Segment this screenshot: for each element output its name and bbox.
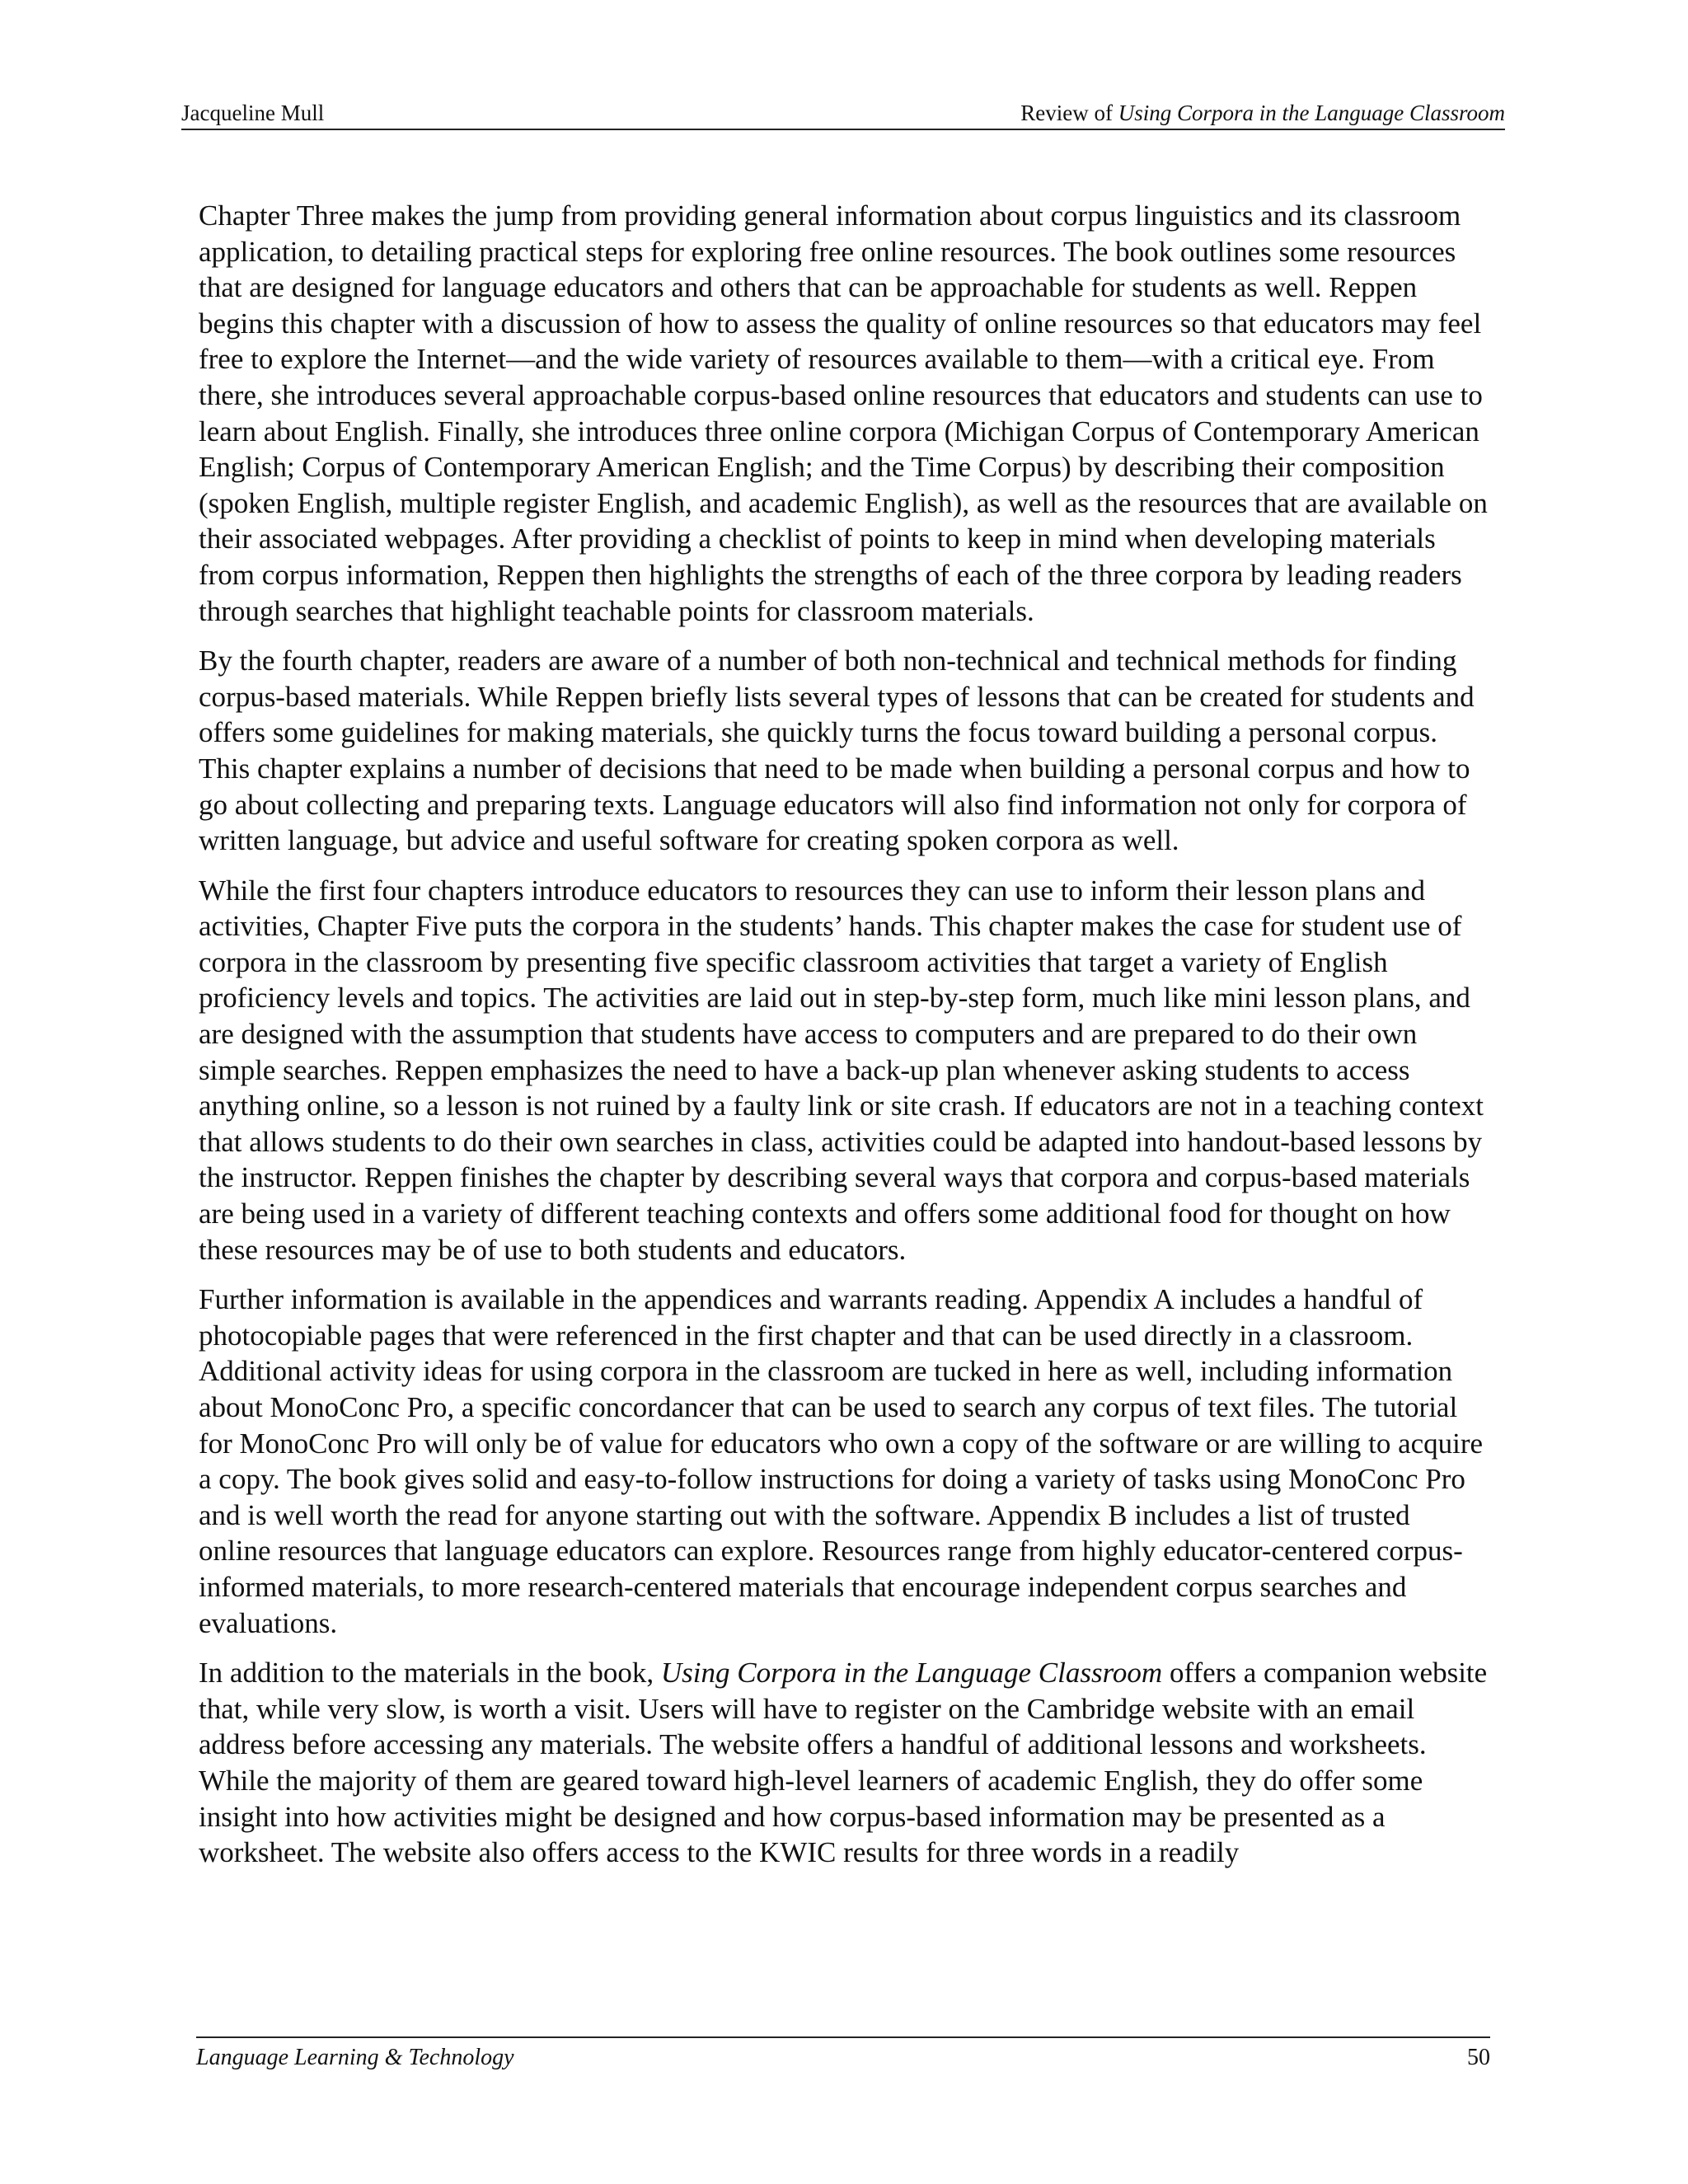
running-footer (196, 2036, 1490, 2070)
paragraph-book-title: Using Corpora in the Language Classroom (660, 1657, 1163, 1690)
footer-journal: Language Learning & Technology (196, 2045, 514, 2070)
header-book-title: Using Corpora in the Language Classroom (1118, 101, 1505, 125)
page-number: 50 (1467, 2045, 1490, 2070)
header-review-prefix: Review of (1020, 101, 1118, 125)
paragraph-companion-website (199, 1655, 1489, 1871)
paragraph-chapter-four: By the fourth chapter, readers are aware of a number of both non-technical and technical methods for finding corpus-based materials. While Reppen briefly lists several types of lessons that can be created for students and offers some guidelines for making materials, she quickly turns the focus toward building a personal corpus. This chapter explains a number of decisions that need to be made when building a personal corpus and how to go about collecting and preparing texts. Language educators will also find information not only for corpora of written language, but advice and useful software for creating spoken corpora as well. (199, 644, 1475, 857)
paragraph-lead: In addition to the materials in the book, (199, 1657, 661, 1690)
header-review-title (1020, 99, 1505, 127)
paragraph-chapter-three: Chapter Three makes the jump from providing general information about corpus linguistics and its classroom application, to detailing practical steps for exploring free online resources. The book outlines some resources that are designed for language educators and others that can be approachable for students as well. Reppen begins this chapter with a discussion of how to assess the quality of online resources so that educators may feel free to explore the Internet—and the wide variety of resources available to them—with a critical eye. From there, she introduces several approachable corpus-based online resources that educators and students can use to learn about English. Finally, she introduces three online corpora (Michigan Corpus of Contemporary American English; Corpus of Contemporary American English; and the Time Corpus) by describing their composition (spoken English, multiple register English, and academic English), as well as the resources that are available on their associated webpages. After providing a checklist of points to keep in mind when developing materials from corpus information, Reppen then highlights the strengths of each of the three corpora by leading readers through searches that highlight teachable points for classroom materials. (199, 199, 1488, 627)
paragraph-appendices: Further information is available in the appendices and warrants reading. Appendix A includes a handful of photocopiable pages that were referenced in the first chapter and that can be used directly in a classroom. Additional activity ideas for using corpora in the classroom are tucked in here as well, including information about MonoConc Pro, a specific concordancer that can be used to search any corpus of text files. The tutorial for MonoConc Pro will only be of value for educators who own a copy of the software or are willing to acquire a copy. The book gives solid and easy-to-follow instructions for doing a variety of tasks using MonoConc Pro and is well worth the read for anyone starting out with the software. Appendix B includes a list of trusted online resources that language educators can explore. Resources range from highly educator-centered corpus-informed materials, to more research-centered materials that encourage independent corpus searches and evaluations. (199, 1283, 1484, 1639)
paragraph-chapter-five: While the first four chapters introduce educators to resources they can use to inform their lesson plans and activities, Chapter Five puts the corpora in the students’ hands. This chapter makes the case for student use of corpora in the classroom by presenting five specific classroom activities that target a variety of English proficiency levels and topics. The activities are laid out in step-by-step form, much like mini lesson plans, and are designed with the assumption that students have access to computers and are prepared to do their own simple searches. Reppen emphasizes the need to have a back-up plan whenever asking students to access anything online, so a lesson is not ruined by a faulty link or site crash. If educators are not in a teaching context that allows students to do their own searches in class, activities could be adapted into handout-based lessons by the instructor. Reppen finishes the chapter by describing several ways that corpora and corpus-based materials are being used in a variety of different teaching contexts and offers some additional food for thought on how these resources may be of use to both students and educators. (199, 874, 1484, 1266)
paragraph-rest: offers a companion website that, while very slow, is worth a visit. Users will have to register on the Cambridge website with an email address before accessing any materials. The website offers a handful of additional lessons and worksheets. While the majority of them are geared toward high-level learners of academic English, they do offer some insight into how activities might be designed and how corpus-based information may be presented as a worksheet. The website also offers access to the KWIC results for three words in a readily (199, 1657, 1488, 1869)
article-body (199, 198, 1489, 1885)
running-header (181, 99, 1505, 130)
header-author: Jacqueline Mull (181, 101, 325, 125)
